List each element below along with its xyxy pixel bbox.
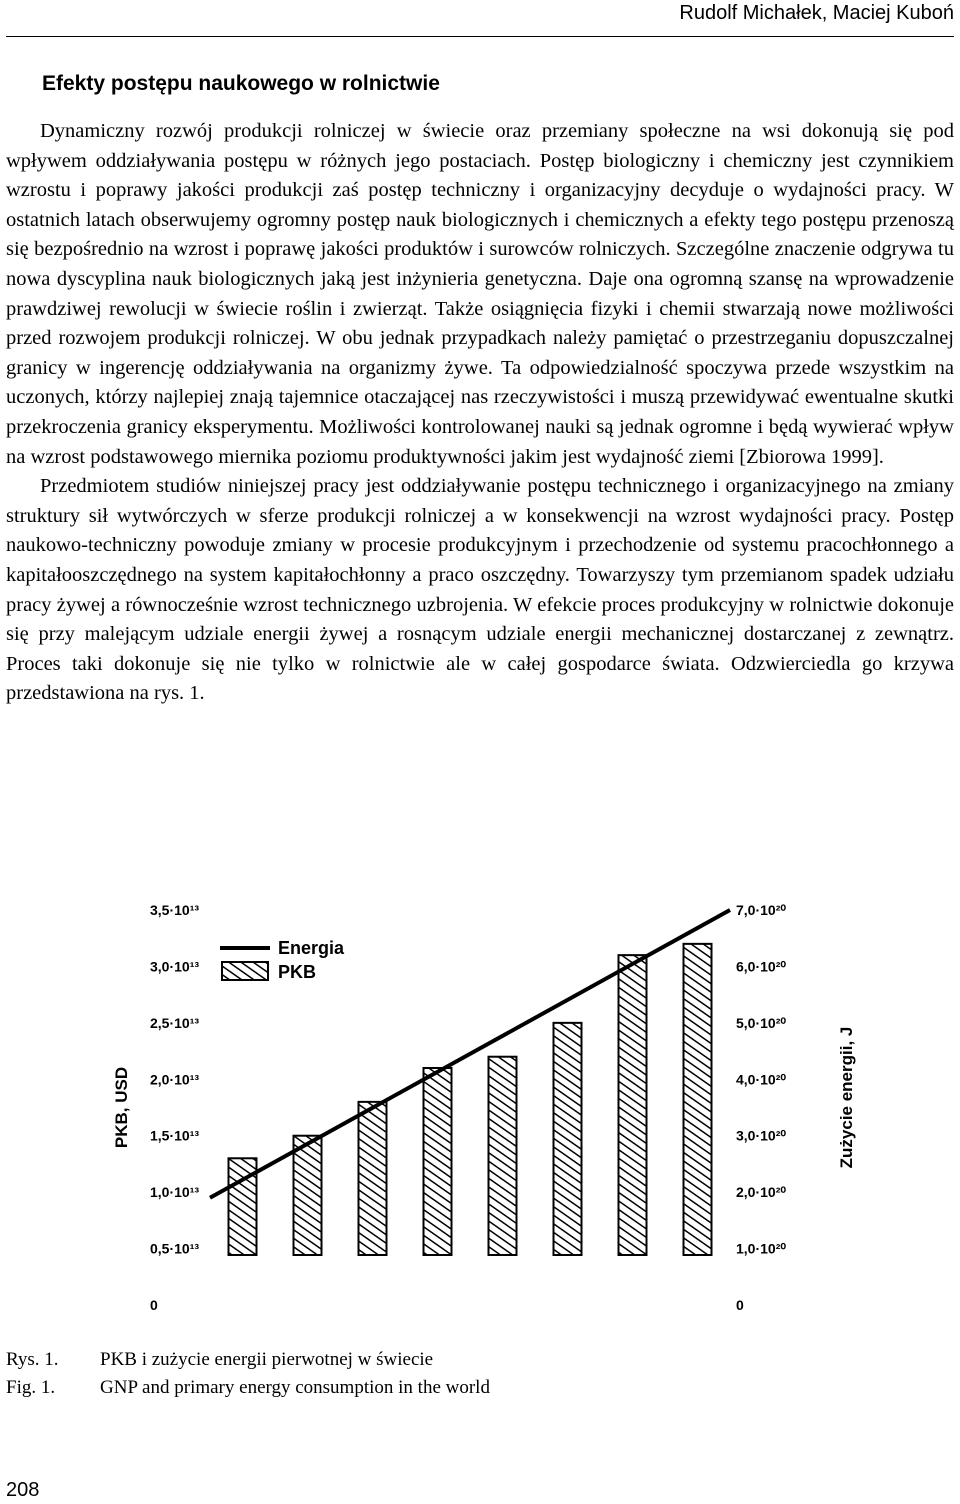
left-tick-label: 0,5·10¹³: [150, 1240, 200, 1257]
left-tick-label: 3,0·10¹³: [150, 958, 200, 975]
right-tick-label: 6,0·10²⁰: [736, 958, 786, 975]
left-tick-label: 1,5·10¹³: [150, 1127, 200, 1144]
legend-pkb-label: PKB: [278, 962, 317, 982]
caption-text-en: GNP and primary energy consumption in the world: [100, 1377, 490, 1398]
pkb-energy-chart: [100, 890, 860, 1330]
pkb-bar: [619, 955, 647, 1255]
right-tick-label: 5,0·10²⁰: [736, 1014, 786, 1031]
left-tick-label: 2,0·10¹³: [150, 1071, 200, 1088]
figure-1: [100, 890, 860, 1330]
pkb-bar: [294, 1136, 322, 1255]
right-tick-label: 1,0·10²⁰: [736, 1240, 786, 1257]
right-tick-label: 7,0·10²⁰: [736, 902, 786, 918]
paragraph-1: Dynamiczny rozwój produkcji rolniczej w świecie oraz przemiany społeczne na wsi dokonują się pod wpływem oddziaływania postępu w różnych jego postaciach. Postęp biologiczny i chemiczny jest czynnikiem wzrostu i poprawy jakości produkcji zaś postęp techniczny i organizacyjny decyduje o wydajności pracy. W ostatnich latach obserwujemy ogromny postęp nauk biologicznych i chemicznych a efekty tego postępu przenoszą się bezpośrednio na wzrost i poprawę jakości produktów i surowców rolniczych. Szczególne znaczenie odgrywa tu nowa dyscyplina nauk biologicznych jaką jest inżynieria genetyczna. Daje ona ogromną szansę na wprowadzenie prawdziwej rewolucji w świecie roślin i zwierząt. Także osiągnięcia fizyki i chemii stwarzają nowe możliwości przed rozwojem produkcji rolniczej. W obu jednak przypadkach należy pamiętać o przestrzeganiu dopuszczalnej granicy w ingerencję oddziaływania na organizmy żywe. Ta odpowiedzialność spoczywa przede wszystkim na uczonych, którzy najlepiej znają tajemnice otaczającej nas rzeczywistości i muszą przewidywać ewentualne skutki przekroczenia granicy eksperymentu. Możliwości kontrolowanej nauki są jednak ogromne i będą wywierać wpływ na wzrost podstawowego miernika poziomu produktywności jakim jest wydajność ziemi [Zbiorowa 1999].: [6, 120, 954, 468]
header-divider: [6, 36, 954, 37]
left-axis-title: PKB, USD: [112, 1066, 131, 1149]
left-tick-label: 0: [150, 1297, 158, 1313]
pkb-bar: [684, 944, 712, 1255]
right-tick-label: 0: [736, 1297, 744, 1313]
left-tick-label: 1,0·10¹³: [150, 1184, 200, 1201]
body-text: [6, 117, 954, 709]
paragraph-2: Przedmiotem studiów niniejszej pracy jest oddziaływanie postępu technicznego i organizacyjnego na zmiany struktury sił wytwórczych w sferze produkcji rolniczej a w konsekwencji na wzrost wydajności pracy. Postęp naukowo-techniczny powoduje zmiany w procesie produkcyjnym i przechodzenie od systemu pracochłonnego a kapitałooszczędnego na system kapitałochłonny a praco oszczędny. Towarzyszy tym przemianom spadek udziału pracy żywej a równocześnie wzrost technicznego uzbrojenia. W efekcie proces produkcyjny w rolnictwie dokonuje się przy malejącym udziale energii żywej a rosnącym udziale energii mechanicznej dostarczanej z zewnątrz. Proces taki dokonuje się nie tylko w rolnictwie ale w całej gospodarce świata. Odzwierciedla go krzywa przedstawiona na rys. 1.: [6, 475, 954, 705]
pkb-bar: [554, 1023, 582, 1255]
legend-bar-swatch: [222, 962, 268, 980]
running-header-authors: Rudolf Michałek, Maciej Kuboń: [679, 2, 954, 24]
pkb-bar: [489, 1057, 517, 1255]
left-tick-label: 3,5·10¹³: [150, 902, 200, 918]
pkb-bar: [359, 1102, 387, 1255]
legend-energia-label: Energia: [278, 938, 345, 958]
pkb-bar: [424, 1068, 452, 1255]
right-axis-title: Zużycie energii, J: [837, 1026, 856, 1169]
right-tick-label: 3,0·10²⁰: [736, 1127, 786, 1144]
right-tick-label: 4,0·10²⁰: [736, 1071, 786, 1088]
right-tick-label: 2,0·10²⁰: [736, 1184, 786, 1201]
left-tick-label: 2,5·10¹³: [150, 1014, 200, 1031]
figure-caption-en: [6, 1377, 490, 1399]
caption-text-pl: PKB i zużycie energii pierwotnej w świecie: [100, 1349, 434, 1370]
figure-caption-pl: [6, 1349, 433, 1371]
page-number: 208: [6, 1479, 40, 1501]
caption-number-pl: Rys. 1.: [6, 1349, 59, 1370]
caption-number-en: Fig. 1.: [6, 1377, 56, 1398]
section-title: Efekty postępu naukowego w rolnictwie: [42, 72, 440, 95]
